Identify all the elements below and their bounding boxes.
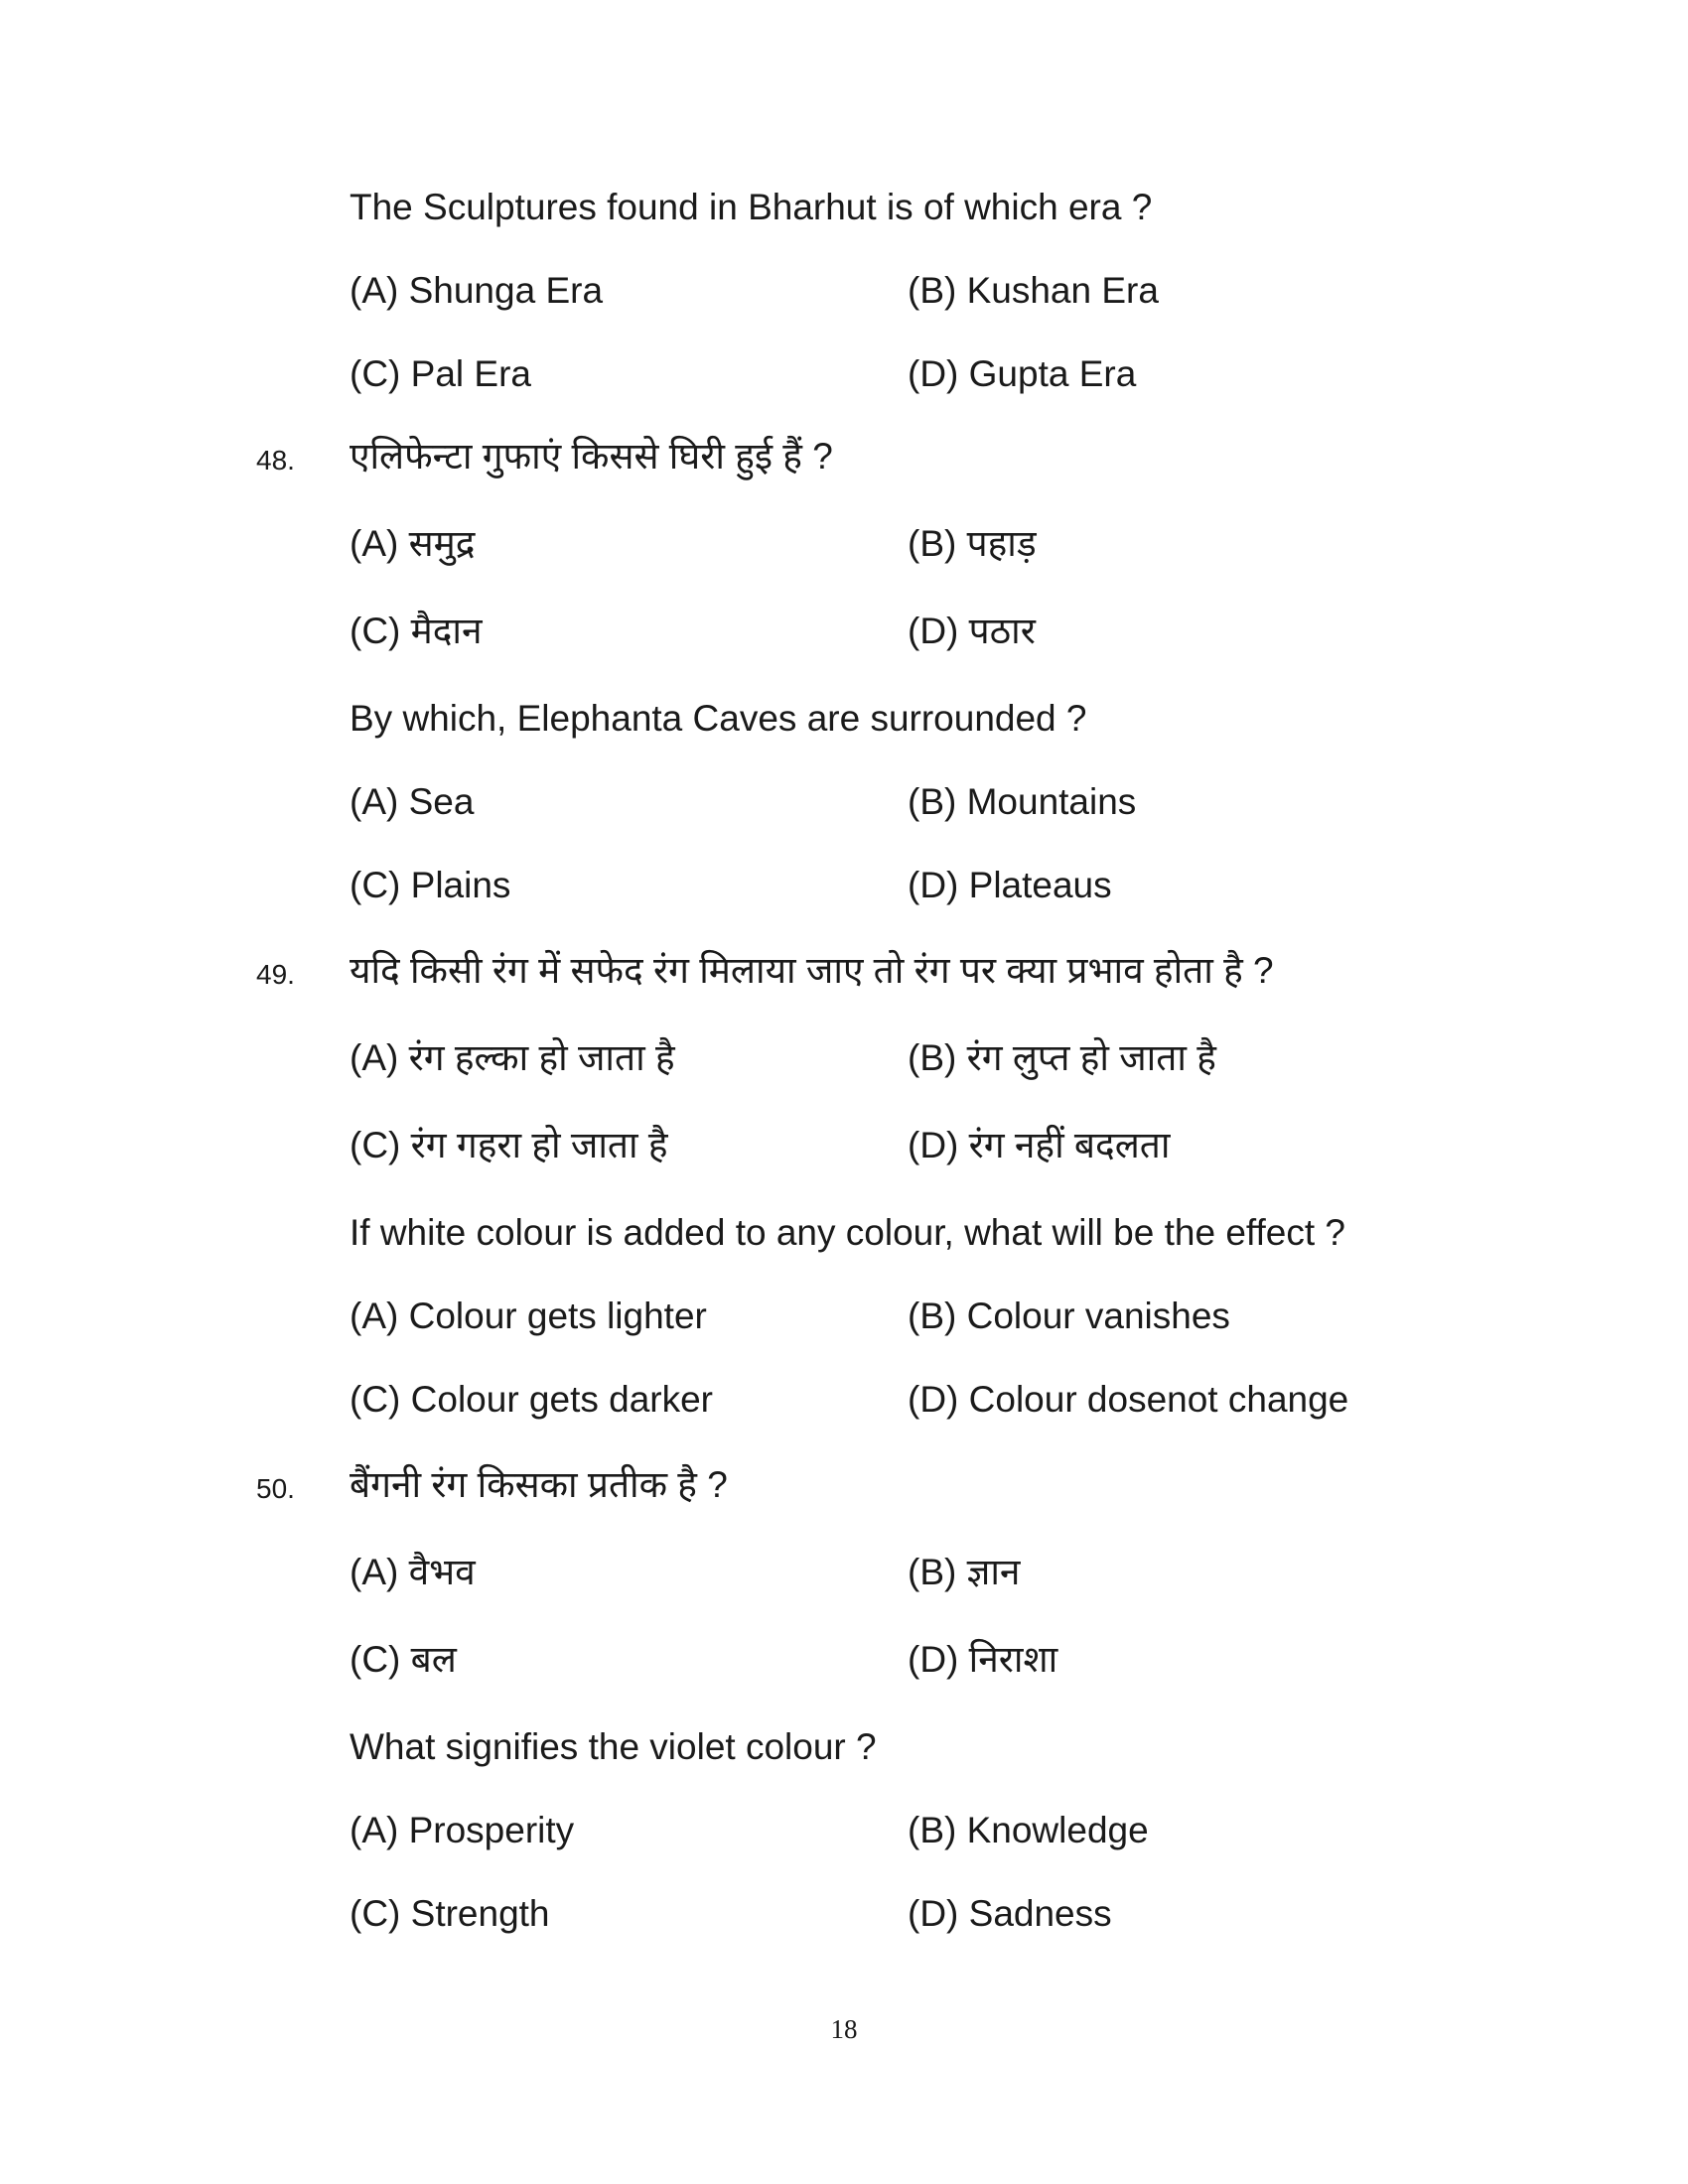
q50-hi-option-c: (C) बल	[350, 1639, 457, 1680]
q49-hi-option-b: (B) रंग लुप्त हो जाता है	[908, 1037, 1216, 1078]
q49-hi-option-a: (A) रंग हल्का हो जाता है	[350, 1037, 675, 1078]
q48-hi-option-c: (C) मैदान	[350, 611, 483, 651]
q49-hi-option-d: (D) रंग नहीं बदलता	[908, 1125, 1171, 1165]
q49-en-option-b: (B) Colour vanishes	[908, 1296, 1230, 1336]
q48-en-option-c: (C) Plains	[350, 865, 511, 905]
q47-en-option-b: (B) Kushan Era	[908, 270, 1159, 311]
q50-hi-option-b: (B) ज्ञान	[908, 1552, 1021, 1592]
q50-number: 50.	[256, 1473, 295, 1504]
q47-en-option-d: (D) Gupta Era	[908, 353, 1137, 394]
q48-number: 48.	[256, 445, 295, 476]
q50-hi-stem: बैंगनी रंग किसका प्रतीक है ?	[350, 1464, 728, 1505]
q48-en-stem: By which, Elephanta Caves are surrounded ?	[350, 698, 1087, 739]
q47-en-option-a: (A) Shunga Era	[350, 270, 604, 311]
q49-en-option-d: (D) Colour dosenot change	[908, 1379, 1349, 1420]
q49-hi-option-c: (C) रंग गहरा हो जाता है	[350, 1125, 668, 1165]
q49-number: 49.	[256, 959, 295, 990]
q47-en-option-c: (C) Pal Era	[350, 353, 531, 394]
q50-en-stem: What signifies the violet colour ?	[350, 1726, 877, 1767]
q50-en-option-d: (D) Sadness	[908, 1893, 1112, 1934]
q48-hi-option-b: (B) पहाड़	[908, 523, 1037, 564]
q49-en-option-a: (A) Colour gets lighter	[350, 1296, 707, 1336]
q49-en-stem: If white colour is added to any colour, what will be the effect ?	[350, 1212, 1346, 1253]
q48-hi-option-a: (A) समुद्र	[350, 523, 476, 564]
q50-en-option-c: (C) Strength	[350, 1893, 550, 1934]
q50-hi-option-d: (D) निराशा	[908, 1639, 1058, 1680]
q49-hi-stem: यदि किसी रंग में सफेद रंग मिलाया जाए तो रंग पर क्या प्रभाव होता है ?	[350, 950, 1274, 991]
q48-en-option-b: (B) Mountains	[908, 781, 1137, 822]
q50-en-option-a: (A) Prosperity	[350, 1810, 575, 1850]
q48-en-option-a: (A) Sea	[350, 781, 475, 822]
q48-en-option-d: (D) Plateaus	[908, 865, 1112, 905]
q47-en-stem: The Sculptures found in Bharhut is of which era ?	[350, 187, 1153, 227]
q50-hi-option-a: (A) वैभव	[350, 1552, 476, 1592]
q48-hi-option-d: (D) पठार	[908, 611, 1036, 651]
q49-en-option-c: (C) Colour gets darker	[350, 1379, 714, 1420]
q48-hi-stem: एलिफेन्टा गुफाएं किससे घिरी हुई हैं ?	[350, 436, 833, 477]
q50-en-option-b: (B) Knowledge	[908, 1810, 1149, 1850]
page-number: 18	[830, 2014, 858, 2044]
